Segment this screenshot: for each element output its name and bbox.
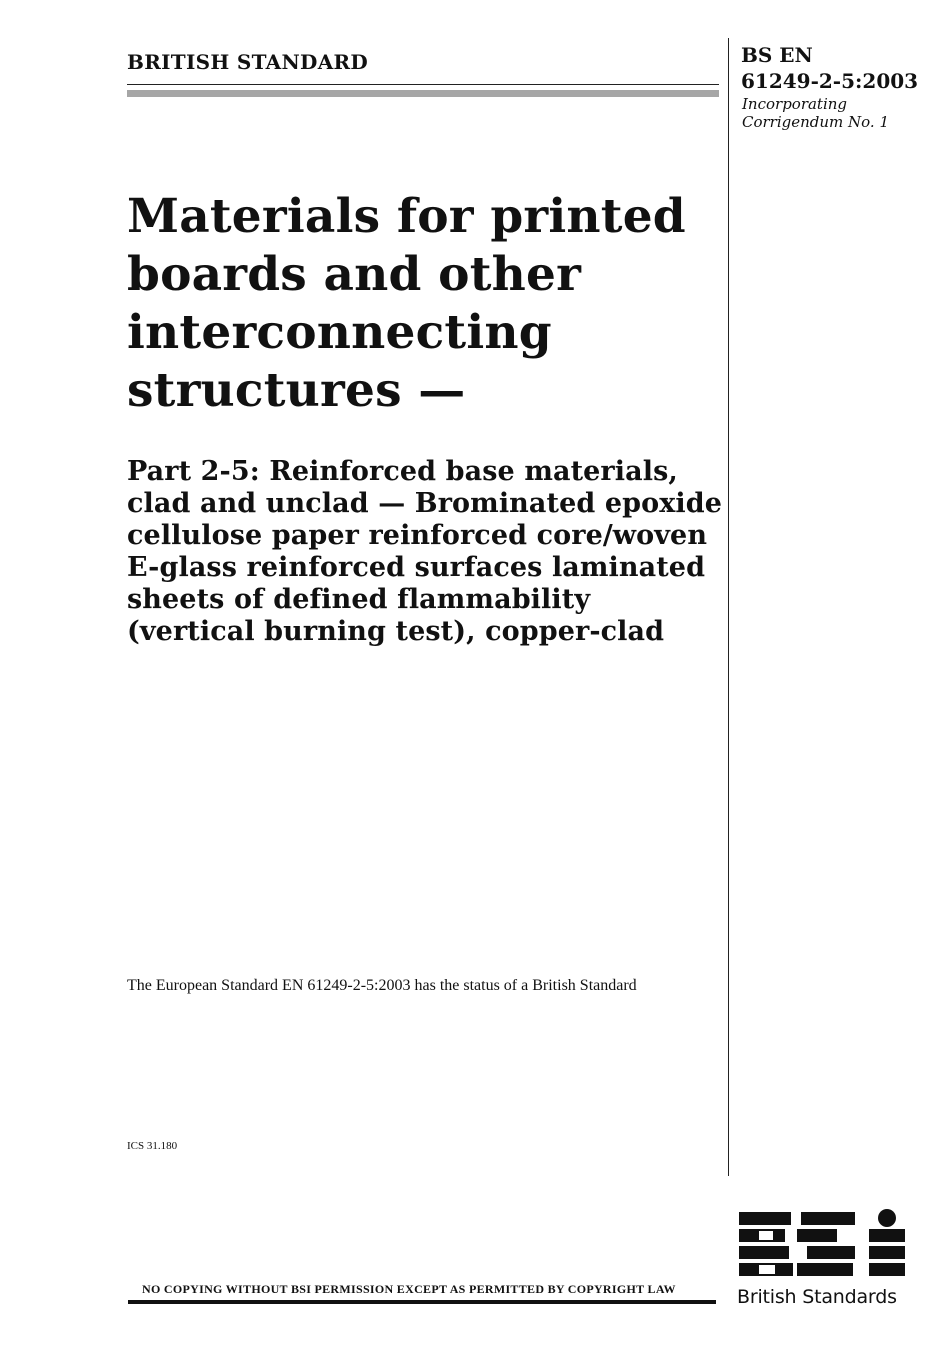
standard-number: [741, 42, 918, 94]
footer-rule: [128, 1300, 716, 1304]
document-part-title: Part 2-5: Reinforced base materials, clad and unclad — Brominated epoxide cellulose paper reinforced core/woven E-glass reinforced surfaces laminated sheets of defined flammability (vertical burning test), copper-clad: [127, 456, 723, 647]
corrigendum-note: [742, 95, 889, 131]
corrigendum-line1: Incorporating: [742, 95, 848, 113]
document-title: Materials for printed boards and other interconnecting structures —: [127, 189, 686, 418]
copyright-notice: NO COPYING WITHOUT BSI PERMISSION EXCEPT AS PERMITTED BY COPYRIGHT LAW: [142, 1282, 676, 1296]
status-statement: The European Standard EN 61249-2-5:2003 has the status of a British Standard: [127, 977, 637, 994]
standard-number-line1: BS EN: [741, 43, 813, 67]
header-rule-thin: [127, 84, 719, 85]
header-rule-thick: [127, 90, 719, 97]
standard-number-line2: 61249-2-5:2003: [741, 69, 919, 93]
bsi-tagline: British Standards: [737, 1286, 897, 1308]
standard-type-label: BRITISH STANDARD: [127, 50, 369, 74]
bsi-logo-mark: [737, 1208, 907, 1283]
corrigendum-line2: Corrigendum No. 1: [742, 113, 890, 131]
vertical-divider: [728, 38, 729, 1176]
ics-code: ICS 31.180: [127, 1140, 178, 1152]
